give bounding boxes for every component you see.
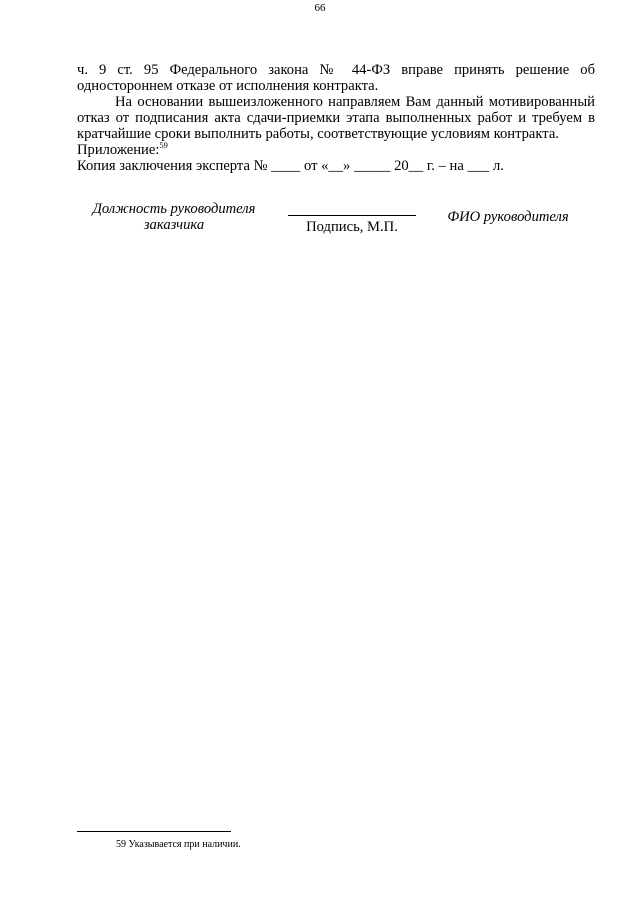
footnote-number: 59 — [116, 839, 126, 850]
paragraph-1: ч. 9 ст. 95 Федерального закона № 44-ФЗ вправе принять решение об одностороннем отказе от исполнения контракта. — [77, 62, 595, 94]
footnote — [116, 839, 241, 851]
signature-line — [288, 215, 416, 216]
signature-caption: Подпись, М.П. — [306, 219, 398, 235]
body-text — [77, 62, 595, 174]
position-caption-line-1: Должность руководителя — [92, 201, 256, 217]
appendix-label: Приложение: — [77, 142, 160, 158]
footnote-text: Указывается при наличии. — [128, 839, 241, 850]
appendix-line — [77, 142, 595, 158]
copy-line: Копия заключения эксперта № ____ от «__» _____ 20__ г. – на ___ л. — [77, 158, 504, 174]
page-number: 66 — [314, 2, 326, 14]
footnote-reference: 59 — [159, 140, 168, 150]
position-caption — [84, 201, 264, 233]
paragraph-2: На основании вышеизложенного направляем Вам данный мотивированный отказ от подписания акта сдачи-приемки этапа выполненных работ и требуем в кратчайшие сроки выполнить работы, соответствующие условиям контракта. — [77, 94, 595, 142]
position-caption-line-2: заказчика — [143, 217, 205, 233]
footnote-separator — [77, 831, 231, 832]
name-caption: ФИО руководителя — [447, 209, 569, 225]
